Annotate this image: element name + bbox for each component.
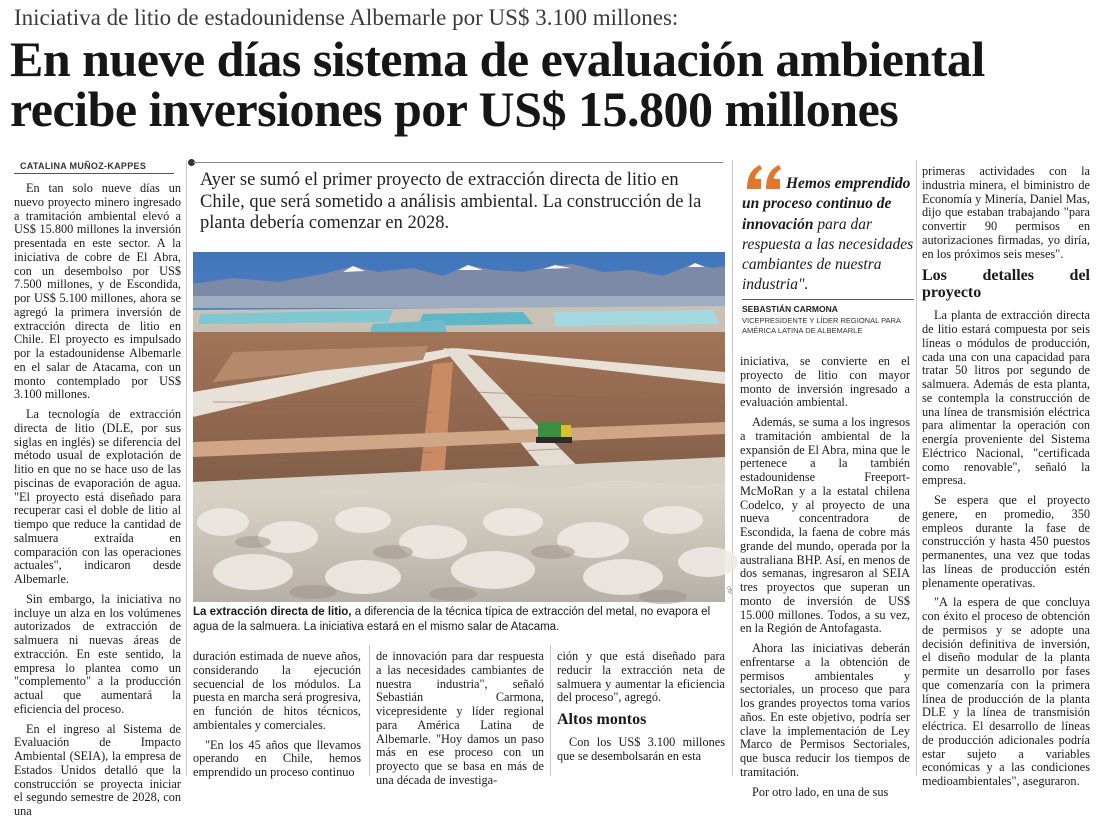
- column-rule: [916, 160, 917, 776]
- deck-rule: [193, 162, 723, 163]
- quote-text: para dar respuesta a las necesidades cambiantes de nuestra industria".: [742, 215, 914, 294]
- column-rule: [186, 160, 187, 776]
- paragraph: "En los 45 años que llevamos operando en Chile, hemos emprendido un proceso continuo: [193, 737, 361, 779]
- column-rule: [369, 645, 370, 776]
- paragraph: En el ingreso al Sistema de Evaluación de Impacto Ambiental (SEIA), la empresa de Estados Unidos detalló que la construcción se proyecta iniciar el segundo semestre de 2028, con una: [14, 721, 181, 818]
- quote-author-role: VICEPRESIDENTE Y LÍDER REGIONAL PARA AMÉRICA LATINA DE ALBEMARLE: [742, 316, 901, 335]
- paragraph: Además, se suma a los ingresos a tramitación ambiental de la expansión de El Abra, mina que le pertenece a la también estadounidense Freeport-McMoRan y a la estatal chilena Codelco, y al proyecto de una nueva concentradora de Escondida, la faena de cobre más grande del mundo, operada por la australiana BHP. Así, en menos de dos semanas, ingresaron al SEIA tres proyectos que superan un monto de inversión de US$ 15.000 millones. Todos, a su vez, en la Región de Antofagasta.: [740, 415, 910, 636]
- article-column-3: [376, 649, 544, 787]
- caption-text: a diferencia de la técnica típica de extracción del metal, no evapora el agua de la salmuera. La iniciativa estará en el mismo salar de Atacama.: [193, 606, 711, 633]
- article-column-6: [922, 164, 1090, 788]
- byline: CATALINA MUÑOZ-KAPPES: [20, 161, 147, 171]
- paragraph: "A la espera de que concluya con éxito el proceso de obtención de permisos y se adopte una decisión definitiva de inversión, el diseño modular de la planta permite un desarrollo por fases que comenzaría con la primera línea de producción de la planta DLE y la línea de transmisión eléctrica. El desarrollo de líneas de producción adicionales podría estar sujeto a variables económicas y a las condiciones medioambientales", aseguraron.: [922, 595, 1090, 788]
- paragraph: La planta de extracción directa de litio estará compuesta por seis líneas o módulos de producción, cada una con una capacidad para tratar 50 litros por segundo de salmuera. Además de esta planta, se contempla la construcción de una línea de transmisión eléctrica para alimentar la operación con energía proveniente del Sistema Eléctrico Nacional, "certificada como renovable", señaló la empresa.: [922, 308, 1090, 488]
- quote-author: SEBASTIÁN CARMONA: [742, 304, 838, 314]
- quote-rule: [742, 299, 914, 300]
- byline-rule: [14, 173, 174, 174]
- article-column-1: [14, 181, 181, 818]
- quote-text-bold: Hemos emprendido un proceso continuo de innovación: [742, 175, 911, 233]
- caption-lead: La extracción directa de litio,: [193, 606, 352, 618]
- pull-quote: [742, 174, 914, 296]
- photo-credit: AP: [728, 585, 734, 594]
- article-column-5: [740, 354, 910, 799]
- article-column-4: [557, 650, 725, 776]
- subhead-detalles: Los detalles del proyecto: [922, 267, 1090, 302]
- paragraph: Por otro lado, en una de sus: [752, 784, 889, 799]
- paragraph: En tan solo nueve días un nuevo proyecto minero ingresado a tramitación ambiental elevó a US$ 15.800 millones la inversión presentada en este sector. A la iniciativa de cobre de El Abra, con un desembolso por US$ 7.500 millones, y de Escondida, por US$ 5.100 millones, ahora se agregó la primera inversión de extracción directa de litio en Chile. El proyecto es impulsado por la estadounidense Albemarle en el salar de Atacama, con un monto contemplado por US$ 3.100 millones.: [14, 181, 181, 402]
- kicker: Iniciativa de litio de estadounidense Albemarle por US$ 3.100 millones:: [14, 5, 679, 30]
- column-rule: [550, 645, 551, 776]
- article-column-2: [193, 649, 361, 779]
- column-rule: [732, 160, 733, 776]
- salar-photo: [193, 252, 725, 602]
- paragraph: duración estimada de nueve años, considerando la ejecución secuencial de los módulos. La puesta en marcha será progresiva, en función de hitos técnicos, ambientales y comerciales.: [193, 649, 361, 732]
- paragraph: primeras actividades con la industria minera, el biministro de Economía y Minería, Daniel Mas, dijo que estaban trabajando "para convertir 90 permisos en autorizaciones firmadas, yo diría, en los próximos seis meses".: [922, 164, 1090, 261]
- paragraph: Con los US$ 3.100 millones que se desembolsarán en esta: [557, 735, 725, 763]
- subhead-altos-montos: Altos montos: [557, 711, 647, 728]
- paragraph: iniciativa, se convierte en el proyecto de litio con mayor monto de inversión ingresado a evaluación ambiental.: [740, 354, 910, 410]
- paragraph: de innovación para dar respuesta a las necesidades cambiantes de nuestra industria", señaló Sebastián Carmona, vicepresidente y líder regional para América Latina de Albemarle. "Hoy damos un paso más en ese proceso con un proyecto que se basa en más de una década de investiga-: [376, 649, 544, 787]
- paragraph: Sin embargo, la iniciativa no incluye un alza en los volúmenes autorizados de extracción de salmuera ni nuevas áreas de extracción. En este sentido, la empresa lo plantea como un "complemento" a la producción actual que aumentará la eficiencia del proceso.: [14, 591, 181, 716]
- headline: En nueve días sistema de evaluación ambiental recibe inversiones por US$ 15.800 millones: [10, 31, 985, 137]
- paragraph: ción y que está diseñado para reducir la extracción neta de salmuera y aumentar la eficiencia del proceso", agregó.: [557, 649, 725, 705]
- photo-caption: [193, 605, 725, 634]
- paragraph: Ahora las iniciativas deberán enfrentarse a la obtención de permisos ambientales y sectoriales, un proceso que para los grandes proyectos toma varios años. En este objetivo, podría ser clave la implementación de Ley Marco de Permisos Sectoriales, que busca reducir los tiempos de tramitación.: [740, 641, 910, 779]
- paragraph: La tecnología de extracción directa de litio (DLE, por sus siglas en inglés) se diferencia del método usual de explotación de litio en que no se hace uso de las piscinas de evaporación de agua. "El proyecto está diseñado para recuperar casi el doble de litio al tiempo que reduce la cantidad de salmuera extraída en comparación con las operaciones actuales", indicaron desde Albemarle.: [14, 407, 181, 586]
- paragraph: Se espera que el proyecto genere, en promedio, 350 empleos durante la fase de construcción y hasta 450 puestos permanentes, una vez que todas las líneas de producción estén plenamente operativas.: [922, 493, 1090, 590]
- deck: Ayer se sumó el primer proyecto de extracción directa de litio en Chile, que será sometido a análisis ambiental. La construcción de la planta debería comenzar en 2028.: [200, 170, 702, 233]
